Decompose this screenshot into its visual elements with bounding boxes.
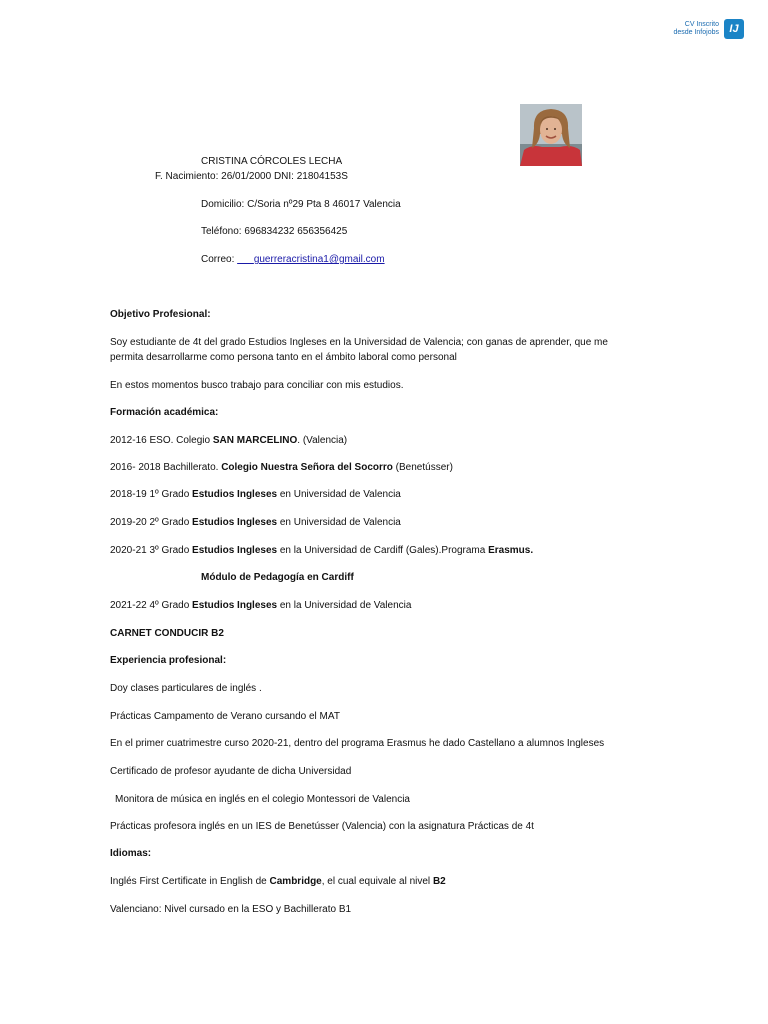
objective-heading: Objetivo Profesional: [110,309,211,320]
badge-line-1: CV Inscrito [684,20,719,28]
driving-license: CARNET CONDUCIR B2 [110,628,224,639]
english-cert: Inglés First Certificate in English de [110,876,270,887]
education-item-6 [110,599,411,612]
infojobs-logo-icon: IJ [724,19,744,39]
edu2-place: (Benetússer) [392,462,453,473]
education-item-3 [110,488,401,501]
edu5-degree: Estudios Ingleses [192,545,278,556]
objective-line-3: En estos momentos busco trabajo para conciliar con mis estudios. [110,380,404,391]
experience-item-2: Prácticas Campamento de Verano cursando el MAT [110,711,340,722]
experience-item-6: Prácticas profesora inglés en un IES de Benetússer (Valencia) con la asignatura Prácticas de 4t [110,821,534,832]
edu6-dates: 2021-22 4º Grado [110,600,193,611]
edu6-place: en la Universidad de Valencia [277,600,412,611]
badge-text [673,21,719,38]
edu5-program: Erasmus. [488,545,534,556]
english-level: B2 [432,876,446,887]
edu2-school: Colegio Nuestra Señora del Socorro [221,462,393,473]
english-issuer: Cambridge [269,876,322,887]
edu1-place: . (Valencia) [297,435,348,446]
education-heading: Formación académica: [110,407,219,418]
education-item-5 [110,544,533,557]
edu5-dates: 2020-21 3º Grado [110,545,193,556]
badge-line-2: desde Infojobs [673,29,719,36]
language-english [110,875,446,888]
candidate-name: CRISTINA CÓRCOLES LECHA [201,156,343,167]
email-row [201,253,385,266]
language-valencian: Valenciano: Nivel cursado en la ESO y Bachillerato B1 [110,904,352,915]
address: Domicilio: C/Soria nº29 Pta 8 46017 Valencia [201,199,401,210]
infojobs-badge [673,19,744,39]
languages-heading: Idiomas: [110,848,152,859]
edu3-dates: 2018-19 1º Grado [110,489,193,500]
edu5-place: en la Universidad de Cardiff (Gales).Programa [277,545,489,556]
objective-line-1: Soy estudiante de 4t del grado Estudios Ingleses en la Universidad de Valencia; con ganas de aprender, que me [110,337,608,348]
edu1-school: SAN MARCELINO [212,435,298,446]
education-item-5-module: Módulo de Pedagogía en Cardiff [201,572,354,583]
edu2-dates: 2016- 2018 Bachillerato. [110,462,222,473]
birth-dni: F. Nacimiento: 26/01/2000 DNI: 21804153S [155,171,348,182]
experience-item-3: En el primer cuatrimestre curso 2020-21, dentro del programa Erasmus he dado Castellano a alumnos Ingleses [110,738,605,749]
edu4-degree: Estudios Ingleses [192,517,278,528]
edu6-degree: Estudios Ingleses [192,600,278,611]
edu3-place: en Universidad de Valencia [277,489,401,500]
experience-item-4: Certificado de profesor ayudante de dicha Universidad [110,766,352,777]
edu1-dates: 2012-16 ESO. Colegio [110,435,213,446]
email-link[interactable]: guerreracristina1@gmail.com [253,254,385,265]
edu4-place: en Universidad de Valencia [277,517,401,528]
experience-item-5: Monitora de música en inglés en el colegio Montessori de Valencia [115,794,410,805]
education-item-2 [110,461,453,474]
education-item-4 [110,516,401,529]
profile-photo [520,104,582,166]
experience-heading: Experiencia profesional: [110,655,227,666]
phone: Teléfono: 696834232 656356425 [201,226,348,237]
objective-line-2: permita desarrollarme como persona tanto en el ámbito laboral como personal [110,352,457,363]
edu4-dates: 2019-20 2º Grado [110,517,193,528]
english-equiv: , el cual equivale al nivel [321,876,433,887]
edu3-degree: Estudios Ingleses [192,489,278,500]
email-label: Correo: [201,254,235,265]
experience-item-1: Doy clases particulares de inglés . [110,683,262,694]
education-item-1 [110,434,347,447]
